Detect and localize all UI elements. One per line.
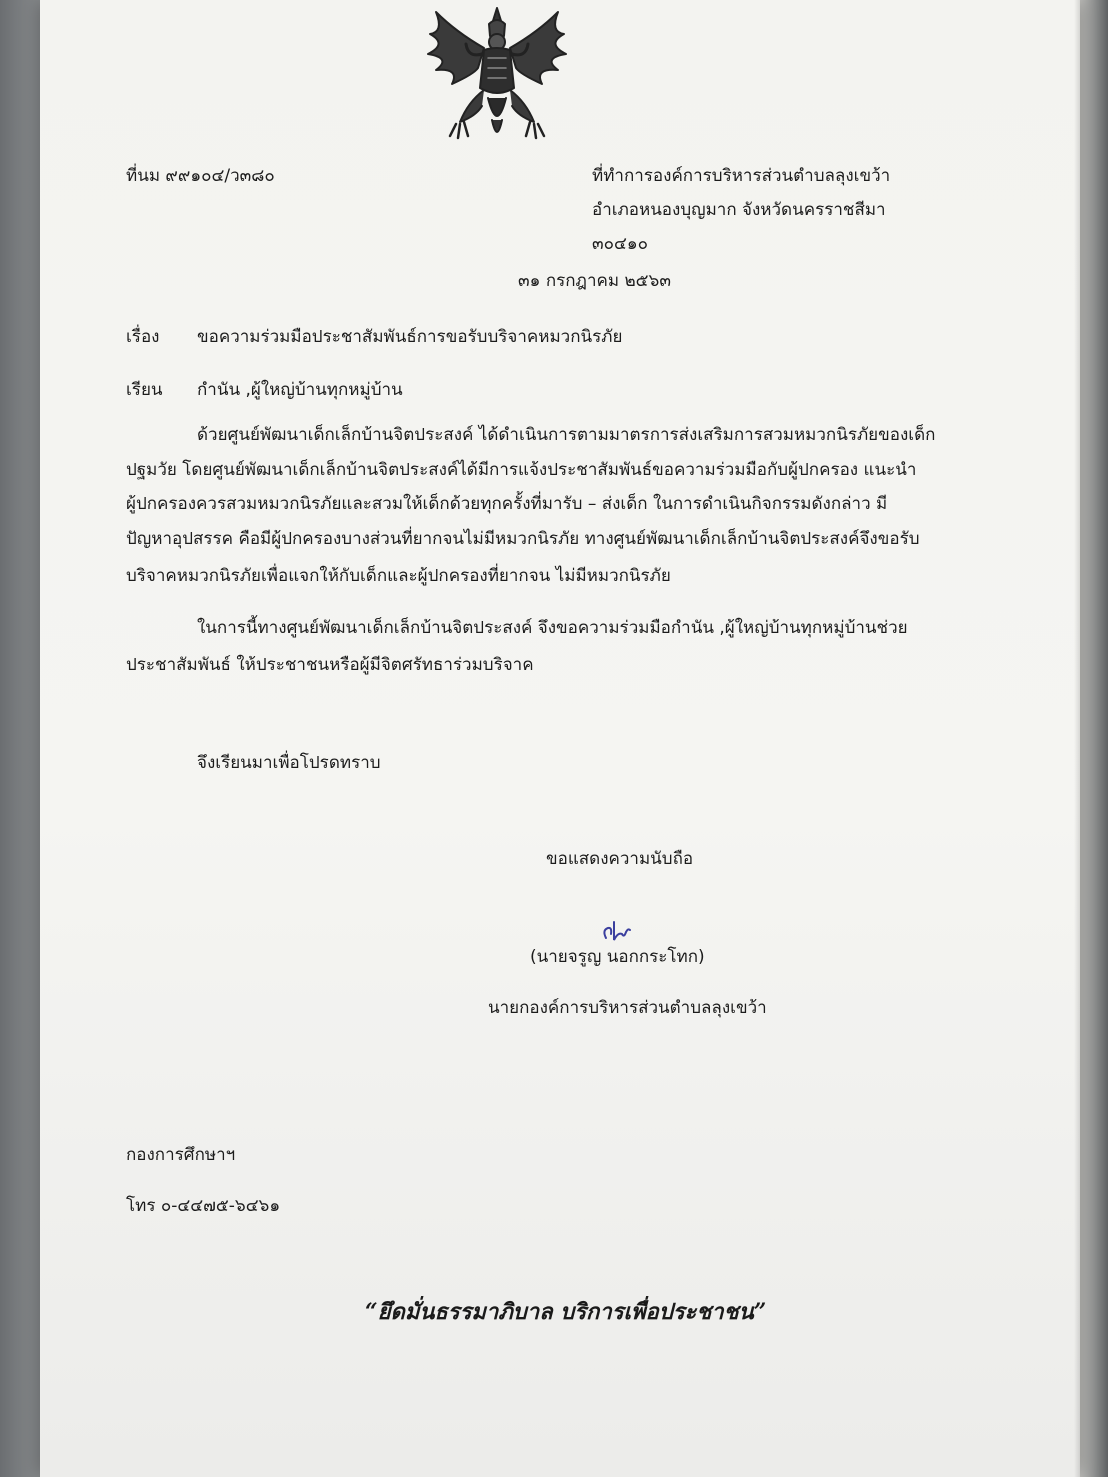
signer-position: นายกองค์การบริหารส่วนตำบลลุงเขว้า	[488, 998, 767, 1018]
department: กองการศึกษาฯ	[126, 1145, 236, 1165]
sender-address-line1: ที่ทำการองค์การบริหารส่วนตำบลลุงเขว้า	[592, 166, 891, 186]
sender-postcode: ๓๐๔๑๐	[592, 234, 649, 254]
letter-page	[40, 0, 1080, 1477]
paragraph1-line5: บริจาคหมวกนิรภัยเพื่อแจกให้กับเด็กและผู้ปกครองที่ยากจน ไม่มีหมวกนิรภัย	[126, 566, 671, 586]
recipient-text: กำนัน ,ผู้ใหญ่บ้านทุกหมู่บ้าน	[197, 380, 403, 400]
letter-date: ๓๑ กรกฎาคม ๒๕๖๓	[518, 271, 671, 291]
recipient-label: เรียน	[126, 380, 163, 400]
closing-request: จึงเรียนมาเพื่อโปรดทราบ	[197, 753, 381, 773]
subject-label: เรื่อง	[126, 327, 160, 347]
sender-address-line2: อำเภอหนองบุญมาก จังหวัดนครราชสีมา	[592, 200, 886, 220]
paragraph1-line3: ผู้ปกครองควรสวมหมวกนิรภัยและสวมให้เด็กด้วยทุกครั้งที่มารับ – ส่งเด็ก ในการดำเนินกิจกรรมดังกล่าว มี	[126, 494, 888, 514]
phone-number: โทร ๐-๔๔๗๕-๖๔๖๑	[126, 1196, 281, 1216]
paper-edge	[1074, 0, 1080, 1477]
paragraph1-line2: ปฐมวัย โดยศูนย์พัฒนาเด็กเล็กบ้านจิตประสงค์ได้มีการแจ้งประชาสัมพันธ์ขอความร่วมมือกับผู้ปกครอง แนะนำ	[126, 460, 917, 480]
paragraph1-line1: ด้วยศูนย์พัฒนาเด็กเล็กบ้านจิตประสงค์ ได้ดำเนินการตามมาตรการส่งเสริมการสวมหมวกนิรภัยของเด็ก	[197, 425, 936, 445]
closing-respect: ขอแสดงความนับถือ	[546, 849, 694, 869]
handwritten-signature-icon	[600, 918, 634, 946]
paragraph1-line4: ปัญหาอุปสรรค คือมีผู้ปกครองบางส่วนที่ยากจนไม่มีหมวกนิรภัย ทางศูนย์พัฒนาเด็กเล็กบ้านจิตประสงค์จึงขอรับ	[126, 529, 920, 549]
signer-name: (นายจรูญ นอกกระโทก)	[530, 947, 705, 967]
garuda-emblem-icon	[416, 2, 578, 150]
reference-number: ที่นม ๙๙๑๐๔/ว๓๘๐	[126, 166, 275, 186]
subject-text: ขอความร่วมมือประชาสัมพันธ์การขอรับบริจาคหมวกนิรภัย	[197, 327, 623, 347]
paragraph2-line1: ในการนี้ทางศูนย์พัฒนาเด็กเล็กบ้านจิตประสงค์ จึงขอความร่วมมือกำนัน ,ผู้ใหญ่บ้านทุกหมู่บ้านช่วย	[197, 618, 908, 638]
motto: “ยึดมั่นธรรมาภิบาล บริการเพื่อประชาชน”	[365, 1299, 767, 1325]
paragraph2-line2: ประชาสัมพันธ์ ให้ประชาชนหรือผู้มีจิตศรัทธาร่วมบริจาค	[126, 655, 534, 675]
